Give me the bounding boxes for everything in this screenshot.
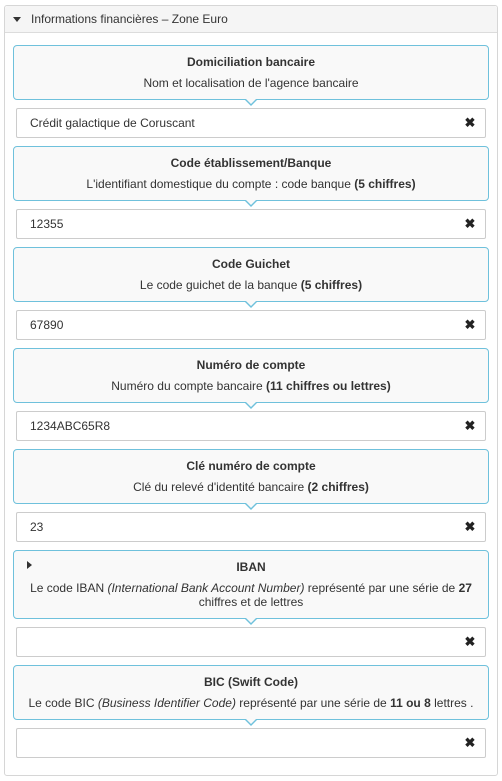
tooltip-numero-compte bbox=[13, 348, 489, 403]
tooltip-arrow bbox=[244, 719, 258, 726]
cle-compte-input[interactable] bbox=[17, 513, 455, 541]
tooltip-title: Code Guichet bbox=[211, 257, 290, 271]
tooltip-description: Clé du relevé d'identité bancaire (2 chiffres) bbox=[133, 480, 369, 494]
tooltip-iban bbox=[13, 550, 489, 619]
tooltip-arrow bbox=[244, 301, 258, 308]
tooltip-title: Code établissement/Banque bbox=[170, 156, 332, 170]
code-banque-field bbox=[16, 209, 486, 239]
tooltip-cle-compte bbox=[13, 449, 489, 504]
code-guichet-input[interactable] bbox=[17, 311, 455, 339]
tooltip-description: L'identifiant domestique du compte : code banque (5 chiffres) bbox=[86, 177, 416, 191]
tooltip-description: Le code IBAN (International Bank Account Number) représenté par une série de 27 chiffres et de lettres bbox=[30, 581, 472, 609]
clear-domiciliation-icon[interactable]: ✖ bbox=[464, 115, 476, 130]
tooltip-title: IBAN bbox=[236, 560, 266, 574]
tooltip-description: Nom et localisation de l'agence bancaire bbox=[143, 76, 359, 90]
code-guichet-field bbox=[16, 310, 486, 340]
domiciliation-input[interactable] bbox=[17, 109, 455, 137]
clear-code-guichet-icon[interactable]: ✖ bbox=[464, 317, 476, 332]
financial-info-panel bbox=[4, 5, 498, 776]
bic-field bbox=[16, 728, 486, 758]
clear-cle-compte-icon[interactable]: ✖ bbox=[464, 519, 476, 534]
clear-bic-icon[interactable]: ✖ bbox=[464, 735, 476, 750]
panel-title: Informations financières – Zone Euro bbox=[31, 12, 228, 26]
clear-numero-compte-icon[interactable]: ✖ bbox=[464, 418, 476, 433]
numero-compte-input[interactable] bbox=[17, 412, 455, 440]
tooltip-arrow bbox=[244, 618, 258, 625]
cle-compte-field bbox=[16, 512, 486, 542]
tooltip-description: Numéro du compte bancaire (11 chiffres ou lettres) bbox=[111, 379, 391, 393]
tooltip-arrow bbox=[244, 99, 258, 106]
tooltip-bic bbox=[13, 665, 489, 720]
clear-iban-icon[interactable]: ✖ bbox=[464, 634, 476, 649]
numero-compte-field bbox=[16, 411, 486, 441]
iban-input[interactable] bbox=[17, 628, 455, 656]
tooltip-title: Clé numéro de compte bbox=[186, 459, 316, 473]
panel-header[interactable] bbox=[5, 6, 497, 33]
tooltip-title: Domiciliation bancaire bbox=[186, 55, 316, 69]
caret-down-icon[interactable] bbox=[13, 17, 21, 22]
domiciliation-field bbox=[16, 108, 486, 138]
tooltip-code-guichet bbox=[13, 247, 489, 302]
bic-input[interactable] bbox=[17, 729, 455, 757]
code-banque-input[interactable] bbox=[17, 210, 455, 238]
caret-right-icon[interactable] bbox=[27, 561, 32, 569]
tooltip-arrow bbox=[244, 503, 258, 510]
tooltip-description: Le code guichet de la banque (5 chiffres) bbox=[139, 278, 363, 292]
tooltip-title: Numéro de compte bbox=[196, 358, 306, 372]
tooltip-arrow bbox=[244, 402, 258, 409]
iban-field bbox=[16, 627, 486, 657]
clear-code-banque-icon[interactable]: ✖ bbox=[464, 216, 476, 231]
tooltip-title: BIC (Swift Code) bbox=[204, 675, 298, 689]
tooltip-description: Le code BIC (Business Identifier Code) représenté par une série de 11 ou 8 lettres . bbox=[28, 696, 474, 710]
tooltip-code-banque bbox=[13, 146, 489, 201]
tooltip-domiciliation bbox=[13, 45, 489, 100]
tooltip-arrow bbox=[244, 200, 258, 207]
